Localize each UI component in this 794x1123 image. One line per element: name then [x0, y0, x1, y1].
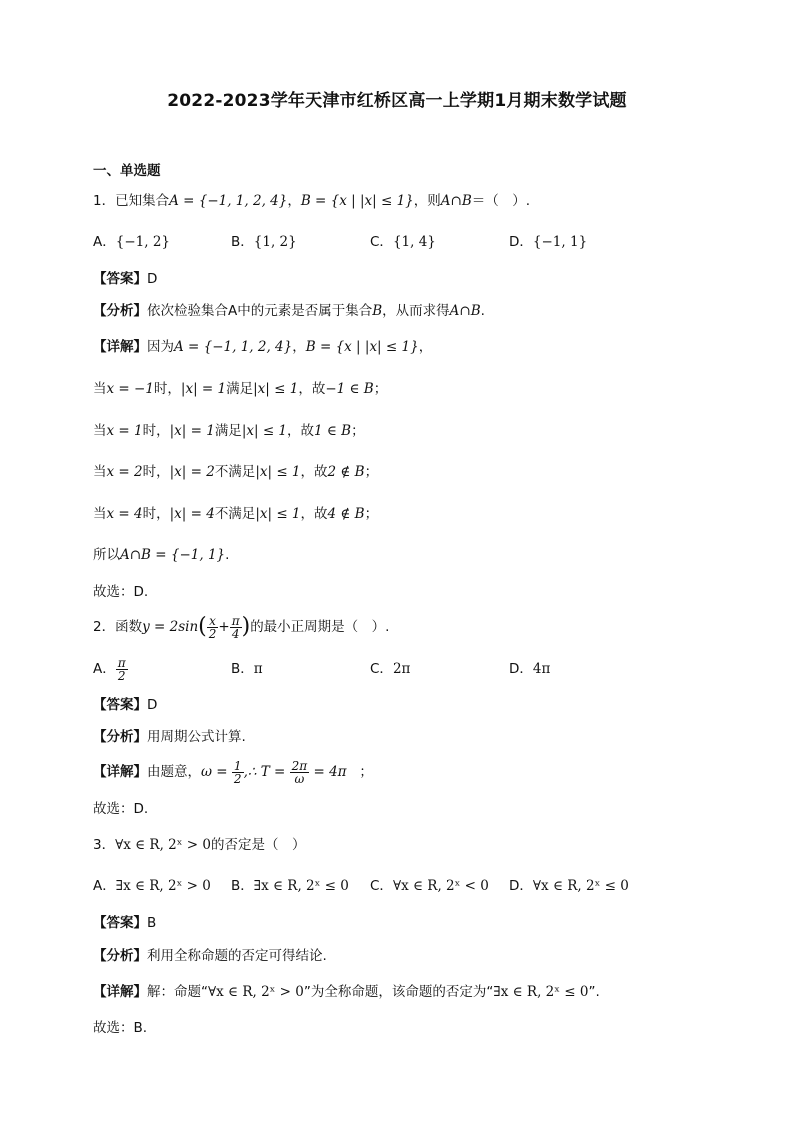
- question-1-conclusion: 所以A∩B = {−1, 1}.: [93, 547, 230, 563]
- question-2-detail: 【详解】由题意，ω = $\frac{1}{2}$ ,∴ T = $\frac{2\pi}{\omega}$ = 4π ；: [93, 758, 373, 786]
- page-title: 2022-2023学年天津市红桥区高一上学期1月期末数学试题: [167, 91, 627, 111]
- question-1-option-a: A．{−1, 2}: [93, 234, 171, 250]
- question-2-choice: 故选：D.: [93, 801, 149, 817]
- question-2-option-a: A． $\frac{\pi}{2}$: [93, 655, 126, 683]
- question-1-option-d: D．{−1, 1}: [509, 234, 588, 250]
- section-heading: 一、单选题: [93, 163, 161, 179]
- question-1-step-4: 当x = 4时，|x| = 4不满足|x| ≤ 1，故4 ∉ B；: [93, 506, 379, 522]
- question-3-analysis: 【分析】利用全称命题的否定可得结论.: [93, 948, 327, 964]
- question-2-option-d: D．4π: [509, 661, 551, 677]
- question-3-choice: 故选：B.: [93, 1020, 148, 1036]
- question-1-stem: 1．已知集合A = {−1, 1, 2, 4}，B = {x | |x| ≤ 1}，则A∩B＝（ ）.: [93, 193, 531, 209]
- question-1-step-2: 当x = 1时，|x| = 1满足|x| ≤ 1，故1 ∈ B；: [93, 423, 365, 439]
- question-3-detail: 【详解】解：命题“∀x ∈ R, 2ˣ > 0”为全称命题，该命题的否定为“∃x ∈ R, 2ˣ ≤ 0”.: [93, 984, 600, 1000]
- question-1-detail: 【详解】因为A = {−1, 1, 2, 4}，B = {x | |x| ≤ 1}，: [93, 339, 433, 355]
- question-1-option-c: C．{1, 4}: [370, 234, 436, 250]
- question-3-option-b: B．∃x ∈ R, 2ˣ ≤ 0: [231, 878, 349, 894]
- question-3-option-a: A．∃x ∈ R, 2ˣ > 0: [93, 878, 211, 894]
- question-1-step-1: 当x = −1时，|x| = 1满足|x| ≤ 1，故−1 ∈ B；: [93, 381, 388, 397]
- question-1-answer: 【答案】D: [93, 271, 158, 287]
- question-2-analysis: 【分析】用周期公式计算.: [93, 729, 246, 745]
- question-3-answer: 【答案】B: [93, 915, 157, 931]
- question-2-option-b: B．π: [231, 661, 263, 677]
- question-1-analysis: 【分析】依次检验集合A中的元素是否属于集合B，从而求得A∩B.: [93, 303, 485, 319]
- question-3-option-d: D．∀x ∈ R, 2ˣ ≤ 0: [509, 878, 629, 894]
- question-2-answer: 【答案】D: [93, 697, 158, 713]
- question-1-step-3: 当x = 2时，|x| = 2不满足|x| ≤ 1，故2 ∉ B；: [93, 464, 379, 480]
- question-1-choice: 故选：D.: [93, 584, 149, 600]
- question-3-stem: 3．∀x ∈ R, 2ˣ > 0的否定是（ ）: [93, 837, 306, 853]
- question-2-stem: 2．函数y = 2sin( $\frac{x}{2}$ + $\frac{\pi}{4}$ )的最小正周期是（ ）.: [93, 613, 390, 641]
- question-3-option-c: C．∀x ∈ R, 2ˣ < 0: [370, 878, 489, 894]
- question-1-option-b: B．{1, 2}: [231, 234, 297, 250]
- question-2-option-c: C．2π: [370, 661, 411, 677]
